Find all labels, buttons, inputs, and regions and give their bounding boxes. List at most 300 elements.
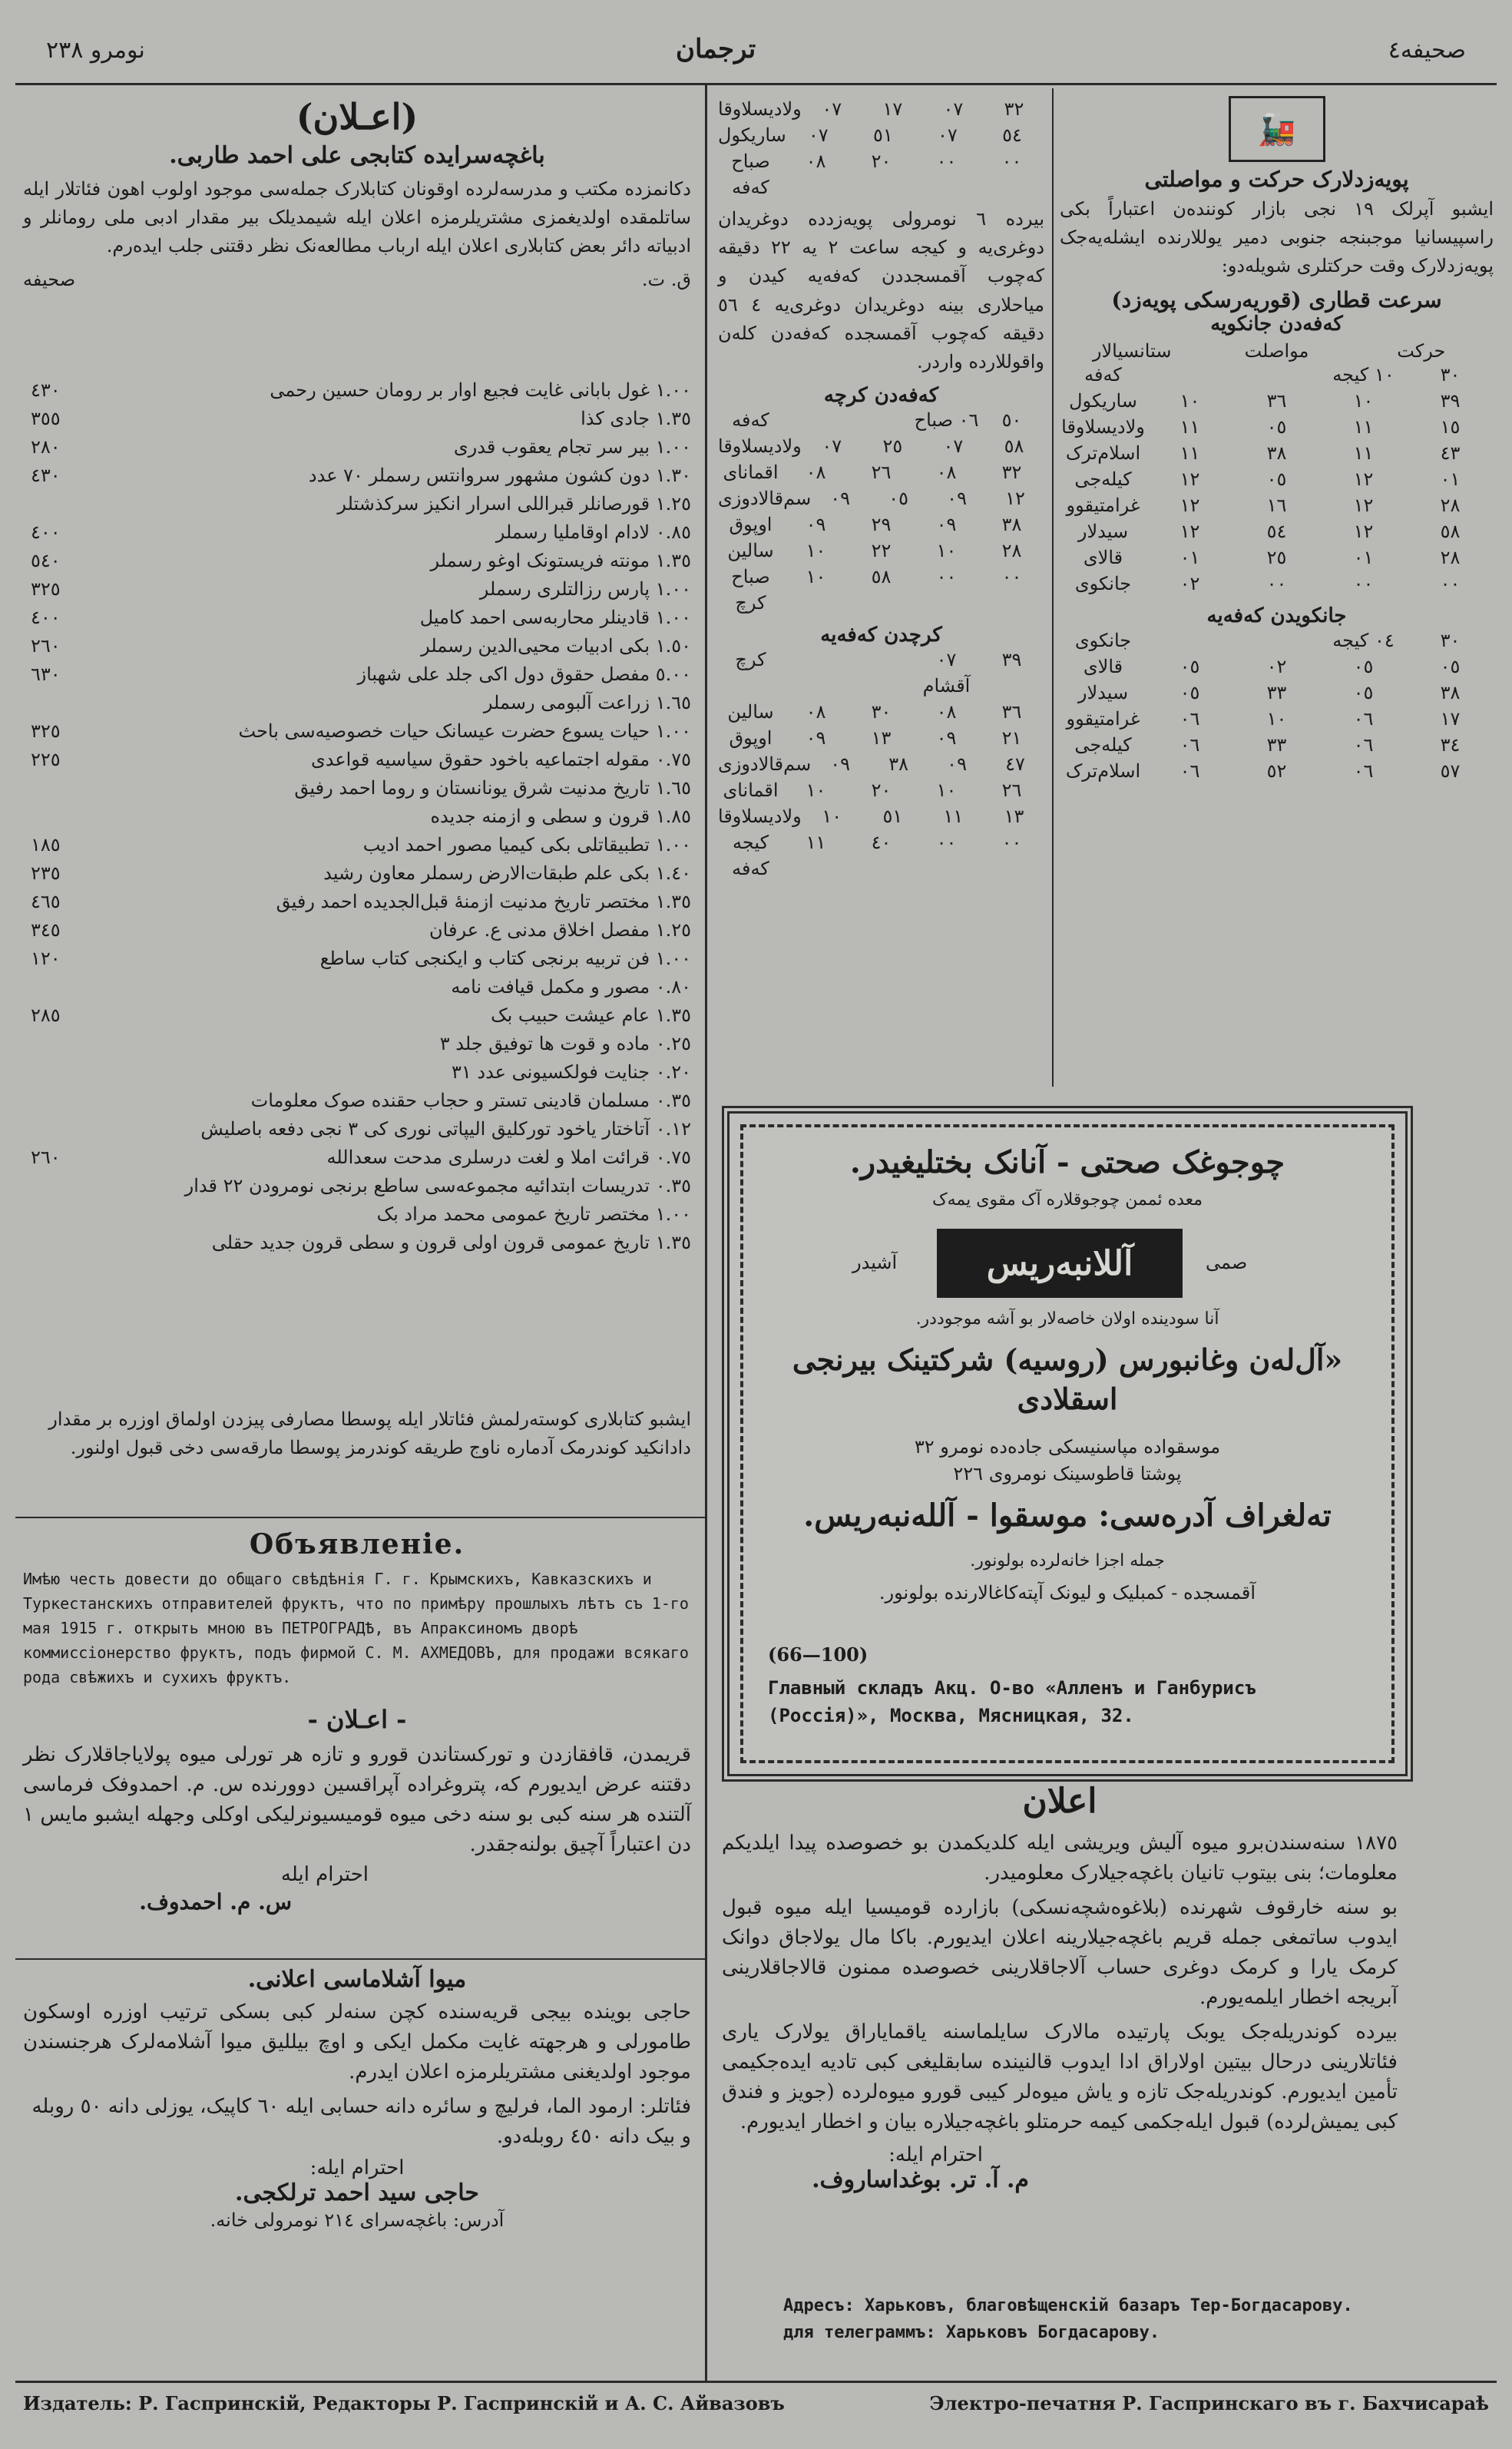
schedule-row: [1060, 388, 1494, 414]
time-cell: ٠٩: [806, 727, 826, 750]
announcement-subtitle: باغچه‌سرایده کتابجی علی احمد طاربی.: [169, 142, 545, 169]
schedule-row: [718, 485, 1044, 511]
schedule-row: [1060, 654, 1494, 680]
time-cell: ٠٦: [1353, 707, 1374, 730]
russian-notice-body: Имѣю честь довести до общаго свѣдѣнія Г. г. Крымскихъ, Кавказскихъ и Туркестанскихъ отправителей фруктъ, что по примѣру прошлыхъ лѣтъ съ 1-го мая 1915 г. открыть мною въ ПЕТРОГРАДѢ, въ Апраксиномъ дворѣ коммиссіонерство фруктъ, подъ фирмой С. М. АХМЕДОВЪ, для продажи всякаго рода свѣжихъ и сухихъ фруктъ.: [23, 1570, 689, 1686]
book-pages: [31, 1058, 100, 1087]
time-cell: ٣٨: [888, 753, 908, 776]
book-pages: ٢٦٠: [31, 1147, 61, 1168]
page-number: صحیفه٤: [1388, 37, 1466, 64]
station-name: جانکوی: [1074, 629, 1132, 651]
book-row: [31, 973, 691, 1001]
time-cell: ٠٧ آقشام: [922, 649, 971, 697]
book-announcement: [23, 96, 691, 290]
time-cell: ٠٦ صباح: [914, 409, 979, 432]
col-page-head: صحیفه: [23, 268, 76, 290]
book-row: [31, 462, 691, 490]
station-name: غرامتیقوو: [1066, 494, 1140, 516]
time-cell: ٠٨: [806, 701, 826, 723]
kharkov-p3: بیرده کوندریله‌جک یوبک پارتیده مالارک سایلماسنه یاقمایاراق یولارک یاری فئاتلارینی درحال بیتین اولاراق ادا ایدوب قالنینده سابقلیغی کبی تادیه ایده‌جکیمی تأمین ایدیورم. کوندریله‌جک تازه و یاش میوه‌لر کیبی قورو میوه‌لرده (جویز و فندق کبی یمیش‌لرده) قبول ایله‌جکمی کیمه حرمتلو باغچه‌جیلاره بیان و اخطار ایدیورم.: [722, 2020, 1398, 2133]
book-title: ٥.٠٠ مفصل حقوق دول اکی جلد علی شهباز: [357, 664, 691, 685]
book-list: [31, 376, 691, 1257]
book-title: ٠.١٢ آتاختار یاخود تورکلیق الیپاتی نوری کی ٣ نجی دفعه باصلیش: [200, 1118, 691, 1140]
schedule-row: [1060, 466, 1494, 492]
schedule-row: [718, 803, 1044, 829]
divider: [15, 1517, 705, 1518]
time-cell: ٠٧: [822, 435, 842, 458]
station-name: صباح کرچ: [731, 566, 770, 614]
book-title: ١.٠٠ پارس رزالتلری رسملر: [479, 578, 691, 600]
station-name: کیله‌جی: [1074, 468, 1132, 490]
book-title: ١.٨٥ قرون و سطی و ازمنه جدیده: [430, 806, 691, 827]
time-cell: ٥٨: [871, 566, 892, 588]
book-row: [31, 604, 691, 632]
grafting-address: آدرس: باغچه‌سرای ٢١٤ نومرولی خانه.: [210, 2209, 505, 2231]
time-cell: [1146, 627, 1233, 654]
ilan2-title: - اعـلان -: [307, 1705, 407, 1734]
time-cell: ١٠: [1266, 707, 1287, 730]
book-title: ١.٠٠ تطبیقاتلی بکی کیمیا مصور احمد ادیب: [362, 834, 691, 855]
book-pages: [31, 490, 100, 518]
kharkov-sig2: م. آ. تر. بوغداساروف.: [812, 2166, 1029, 2193]
time-cell: ٠٨: [806, 151, 826, 172]
time-cell: ٠٦: [1353, 733, 1374, 756]
time-cell: ٠٨: [936, 701, 957, 723]
time-cell: ٥٧: [1440, 760, 1461, 782]
book-title: ١.٠٠ بیر سر تجام یعقوب قدری: [453, 436, 691, 458]
book-pages: ٦٣٠: [31, 664, 61, 685]
train-title: پویه‌زدلارک حرکت و مواصلتی: [1144, 167, 1409, 192]
time-cell: ٥٠: [1001, 409, 1022, 432]
grafting-prices: فئاتلر: ارمود الما، فرلیچ و سائره دانه حسابی ایله ٦٠ کاپیک، یوزلی دانه ٥٠ روبله و بیک دانه ٤٥٠ روبله‌دو.: [31, 2095, 691, 2148]
time-cell: [1233, 627, 1320, 654]
time-cell: [849, 647, 914, 699]
book-title: ١.٠٠ حیات یسوع حضرت عیسانک حیات خصوصیه‌سی باحث: [238, 720, 691, 742]
time-cell: ٠٠: [936, 566, 957, 588]
time-cell: ٠٦: [1179, 733, 1200, 756]
book-row: [31, 916, 691, 945]
book-row: [31, 660, 691, 689]
time-cell: ١١: [1179, 442, 1200, 464]
time-cell: ٠٩: [830, 753, 851, 776]
time-cell: ٠٠: [936, 151, 957, 172]
time-cell: ٥١: [882, 806, 903, 828]
book-row: [31, 1001, 691, 1030]
time-cell: ٤٧: [1005, 753, 1025, 776]
time-cell: [1233, 362, 1320, 388]
book-pages: ٣٢٥: [31, 578, 61, 600]
time-cell: ٠٧: [943, 435, 964, 458]
time-cell: ٥١: [872, 124, 893, 146]
time-cell: ٠٧: [938, 124, 958, 146]
time-cell: ٣٦: [1001, 701, 1022, 723]
grafting-sig2: حاجی سید احمد ترلکجی.: [235, 2179, 479, 2206]
book-title: ١.٢٥ مفصل اخلاق مدنی ع. عرفان: [429, 919, 691, 941]
book-list-header: [23, 269, 691, 290]
time-cell: ٤٠: [871, 832, 892, 854]
col-hareket: حرکت: [1397, 339, 1446, 362]
time-cell: ٠٧: [808, 124, 829, 146]
time-cell: [1146, 362, 1233, 388]
book-title: ١.٥٠ بکی ادبیات محیی‌الدین رسملر: [421, 635, 691, 657]
time-cell: ٠٥: [1179, 655, 1200, 677]
inner-divider: [1052, 88, 1054, 1087]
footer-left: Издатель: Р. Гаспринскій, Редакторы Р. Гаспринскій и А. С. Айвазовъ: [23, 2392, 785, 2414]
book-pages: ٣٢٥: [31, 720, 61, 742]
ad-side-right: آشیدر: [852, 1252, 898, 1273]
kharkov-tel: для телеграммъ: Харьковъ Богдасарову.: [783, 2323, 1160, 2343]
kharkov-addr: Адресъ: Харьковъ, благовѣщенскій базаръ Тер-Богдасарову.: [783, 2296, 1353, 2315]
divider: [15, 1958, 705, 1960]
time-cell: ١١: [1179, 415, 1200, 438]
book-row: [31, 1087, 691, 1115]
time-cell: ١٢: [1353, 494, 1374, 516]
time-cell: ٣٨: [1266, 442, 1287, 464]
time-cell: ٠٥: [1266, 415, 1287, 438]
book-row: [31, 945, 691, 973]
time-cell: ٣٤: [1440, 733, 1461, 756]
station-name: کیجه که‌فه: [732, 832, 769, 880]
book-pages: ٤٠٠: [31, 521, 61, 543]
book-row: [31, 1200, 691, 1229]
book-pages: [31, 803, 100, 831]
schedule-row: [718, 433, 1044, 459]
book-row: [31, 689, 691, 717]
book-title: ٠.٨٥ لادام اوقاملیا رسملر: [495, 521, 691, 543]
book-title: ٠.٧٥ مقوله اجتماعیه باخود حقوق سیاسیه قواعدی: [310, 749, 691, 770]
station-name: اوپوق: [729, 514, 773, 536]
time-cell: ١٠: [806, 540, 826, 562]
book-pages: [31, 1229, 100, 1257]
time-cell: ٠٧: [822, 98, 842, 120]
schedule-row: [1060, 758, 1494, 784]
book-title: ٠.٧٥ قرائت املا و لغت درسلری مدحت سعدالله: [326, 1147, 691, 1168]
schedule-row: [718, 829, 1044, 882]
schedule-row: [718, 564, 1044, 616]
time-cell: ٠٠: [1353, 572, 1374, 594]
book-row: [31, 746, 691, 774]
book-pages: [31, 1200, 100, 1229]
book-title: ٠.٢٠ جنایت فولکسیونی عدد ٣١: [451, 1061, 691, 1083]
book-pages: ٤٣٠: [31, 465, 61, 486]
book-title: ١.٣٥ مونته فریستونک اوغو رسملر: [430, 550, 691, 571]
table-jankoy-kefe: [1060, 627, 1494, 784]
time-cell: ٢١: [1001, 727, 1022, 750]
book-title: ١.٦٥ تاریخ مدنیت شرق یونانستان و روما احمد رفیق: [294, 777, 691, 799]
schedule-row: [1060, 518, 1494, 544]
time-cell: ٢٦: [871, 462, 892, 484]
schedule-row: [718, 538, 1044, 564]
book-pages: ٢٢٥: [31, 749, 61, 770]
ad-side-left: صمی: [1206, 1252, 1248, 1273]
time-cell: ٠٩: [947, 488, 967, 510]
time-cell: ٠٦: [1179, 760, 1200, 782]
book-pages: ١٨٥: [31, 834, 61, 855]
time-cell: ١٧: [882, 98, 903, 120]
time-cell: ٢٥: [1266, 546, 1287, 568]
station-name: کرچ: [735, 649, 766, 671]
fruit-commission-ad: [23, 1705, 691, 1915]
ad-retail: آقمسجده - کمبلیک و لیونک آپته‌کاغالارنده بولونور.: [878, 1582, 1256, 1603]
time-cell: ٢٨: [1440, 494, 1461, 516]
book-row: [31, 1172, 691, 1200]
book-pages: ٣٥٥: [31, 408, 61, 429]
book-pages: [31, 1030, 100, 1058]
book-row: [31, 518, 691, 547]
ad-wholesale: جمله اجزا خانه‌لرده بولونور.: [970, 1551, 1165, 1570]
station-name: سم‌قالادوزی: [717, 488, 812, 510]
time-cell: ١١: [1353, 442, 1374, 464]
kefe-kerch-title: که‌فه‌دن کرچه: [823, 384, 939, 408]
station-name: ولادیسلاوقا: [718, 435, 802, 458]
book-row: [31, 490, 691, 518]
book-title: ١.٢٥ قورصانلر قبراللی اسرار انکیز سرکذشتلر: [337, 493, 691, 515]
time-cell: ١٠: [822, 806, 842, 828]
time-cell: ٠٥: [1440, 655, 1461, 677]
station-name: سم‌قالادوزی: [717, 753, 812, 776]
time-cell: ٠٨: [936, 462, 957, 484]
book-pages: ١٢٠: [31, 948, 61, 969]
time-cell: ١٥: [1440, 415, 1461, 438]
time-cell: ١١: [1353, 415, 1374, 438]
schedule-row: [718, 511, 1044, 538]
book-row: [31, 888, 691, 916]
col-price-head: ق. ت.: [641, 268, 691, 290]
schedule-row: [1060, 680, 1494, 706]
book-title: ١.٦٥ زراعت آلبومی رسملر: [483, 692, 691, 713]
time-cell: ٣٢: [1001, 462, 1022, 484]
book-pages: ٢٦٠: [31, 635, 61, 657]
book-pages: ٤٠٠: [31, 607, 61, 628]
book-row: [31, 1115, 691, 1143]
book-outro: ایشبو کتابلاری کوسته‌رلمش فئاتلار ایله پوسطا مصارفی پیزدن اولماق اوزره بر مقدار دادانکید کوندرمک آدماره ناوج طریقه کوندرمز پوسطا مارقه‌سی دخی قبول اولنور.: [48, 1408, 691, 1459]
kharkov-p1: ١٨٧٥ سنه‌سندن‌برو میوه آلیش ویریشی ایله کلدیکمدن بو خصوصده پیدا ایلدیکم معلومات؛ بنی بیتوب تانیان باغچه‌جیلارک معلومیدر.: [722, 1832, 1398, 1885]
time-cell: ٢٠: [871, 779, 892, 802]
kharkov-sig1: احترام ایله:: [888, 2143, 983, 2166]
station-name: قالای: [1083, 546, 1123, 568]
book-pages: ٥٤٠: [31, 550, 61, 571]
russian-notice: [23, 1528, 691, 1689]
time-cell: ٠٥: [1353, 681, 1374, 703]
book-pages: ٢٨٠: [31, 436, 61, 458]
schedule-row: [1060, 414, 1494, 440]
table-kerch-kefe: [718, 647, 1044, 882]
ilan2-sig1: احترام ایله: [280, 1863, 369, 1886]
time-cell: ٣٠: [871, 701, 892, 723]
time-cell: ٥٤: [1266, 520, 1287, 542]
time-cell: ٠١: [1440, 468, 1461, 490]
time-cell: ٣٨: [1001, 514, 1022, 536]
station-name: که‌فه: [732, 409, 769, 432]
time-cell: ٢٨: [1440, 546, 1461, 568]
time-cell: ٢٠: [871, 151, 892, 172]
schedule-row: [1060, 732, 1494, 758]
ad-addr2: پوشتا قاطوسینک نومروی ٢٢٦: [953, 1463, 1182, 1484]
from-kefe-title: که‌فه‌دن جانکویه: [1210, 312, 1343, 336]
time-cell: ٠٦: [1179, 707, 1200, 730]
table-kefe-kerch: [718, 407, 1044, 616]
time-cell: ٠٩: [806, 514, 826, 536]
schedule-row: [718, 725, 1044, 751]
kharkov-p2: بو سنه خارقوف شهرنده (بلاغوه‌شچه‌نسکی) بازارده قومیسیا ایله میوه قبول ایدوب ساتمغی جمله قریم باغچه‌جیلارینه اعلان ایدیورم. باکا مال یولاجاق دوانک کرمک یارا و کرمک دوغری حساب آلاجاقلارینی خصوصده ممنون قالاجاقلارینی آبریجه اخطار ایلمه‌یورم.: [722, 1896, 1398, 2009]
time-cell: ٠٠: [1001, 151, 1022, 172]
time-cell: ١٣: [1004, 806, 1024, 828]
time-cell: ٣٦: [1266, 389, 1287, 412]
book-row: [31, 859, 691, 888]
book-title: ١.٠٠ فن تربیه برنجی کتاب و ایکنجی کتاب ساطع: [319, 948, 691, 969]
book-row: [31, 547, 691, 575]
train-intro: ایشبو آپرلک ١٩ نجی بازار کوننده‌ن اعتباراً بکی راسپیسانیا موجبنجه جنوبی دمیر یوللارنده ایشله‌یه‌جک پویه‌زدلارک وقت حرکتلری شویله‌دو:: [1060, 198, 1494, 277]
book-row: [31, 1143, 691, 1172]
schedule-row: [718, 699, 1044, 725]
time-cell: ٠٩: [936, 727, 957, 750]
time-cell: ٠٥: [1353, 655, 1374, 677]
station-name: اوپوق: [729, 727, 773, 750]
book-title: ١.٣٥ عام عیشت حبیب بک: [491, 1004, 691, 1026]
time-cell: ١٢: [1179, 468, 1200, 490]
book-title: ٠.٣٥ مسلمان قادینی تستر و حجاب حقنده صوک معلومات: [250, 1090, 691, 1111]
time-cell: ٠٧: [943, 98, 964, 120]
time-cell: ٠٦: [1353, 760, 1374, 782]
time-cell: ٣٩: [1001, 649, 1022, 671]
time-cell: ١١: [806, 832, 826, 854]
ad-sub: معده ئممن چوجوقلاره آک مقوی یمه‌ک: [931, 1190, 1203, 1210]
book-row: [31, 575, 691, 604]
station-name: اقمانای: [723, 462, 779, 484]
time-cell: ٥٨: [1440, 520, 1461, 542]
station-name: سیدلار: [1077, 681, 1129, 703]
station-name: ساریکول: [1069, 389, 1137, 412]
time-cell: ١٧: [1440, 707, 1461, 730]
schedule-row: [718, 407, 1044, 433]
schedule-row: [718, 96, 1044, 122]
time-cell: ١٦: [1266, 494, 1287, 516]
book-row: [31, 632, 691, 660]
time-cell: ٢٦: [1001, 779, 1022, 802]
time-cell: [849, 407, 914, 433]
time-cell: ١٢: [1005, 488, 1025, 510]
time-cell: ٠٠: [1001, 832, 1022, 854]
time-cell: ٣٢: [1004, 98, 1024, 120]
locomotive-icon: 🚂: [1229, 96, 1325, 162]
station-name: اسلام‌ترک: [1065, 442, 1141, 464]
page-header: [15, 31, 1497, 77]
station-name: سالین: [727, 701, 774, 723]
book-pages: ٣٤٥: [31, 919, 61, 941]
schedule-row: [718, 459, 1044, 485]
time-cell: ٠٤ کیجه: [1332, 629, 1395, 651]
kharkov-ad: [722, 1782, 1398, 2193]
time-cell: [783, 647, 849, 699]
station-name: ولادیسلاوقا: [718, 806, 802, 828]
time-cell: ٣٩: [1440, 389, 1461, 412]
book-row: [31, 376, 691, 405]
kharkov-address: [783, 2292, 1398, 2346]
book-row: [31, 1030, 691, 1058]
ilan2-sign: [23, 1863, 691, 1886]
station-name: ساریکول: [717, 124, 786, 146]
time-cell: ٠٩: [830, 488, 851, 510]
time-cell: ١٠: [1353, 389, 1374, 412]
book-pages: [31, 973, 100, 1001]
book-pages: ٢٨٥: [31, 1004, 61, 1026]
book-row: [31, 433, 691, 462]
time-cell: ٠٠: [1440, 572, 1461, 594]
issue-number: نومرو ٢٣٨: [46, 37, 145, 64]
station-name: کیله‌جی: [1074, 733, 1132, 756]
time-cell: ٥٨: [1004, 435, 1024, 458]
book-title: ١.٣٠ دون کشون مشهور سروانتس رسملر ٧٠ عدد: [308, 465, 691, 486]
book-pages: [31, 1172, 100, 1200]
train-schedule-middle: [718, 96, 1044, 882]
table-kefe-jankoy: [1060, 362, 1494, 597]
book-title: ١.٣٥ جادی کذا: [581, 408, 691, 429]
time-cell: ٣٣: [1266, 681, 1287, 703]
ad-telegraph: ته‌لغراف آدره‌سی: موسقوا - آلله‌نبه‌ریس.: [803, 1498, 1332, 1534]
time-cell: ١٢: [1353, 468, 1374, 490]
station-name: که‌فه: [1084, 363, 1122, 386]
book-title: ١.٤٠ بکی علم طبقات‌الارض رسملر معاون رشید: [323, 862, 691, 884]
time-cell: ٥٢: [1266, 760, 1287, 782]
grafting-title: میوا آشلاماسی اعلانی.: [247, 1966, 467, 1993]
col-mevasalat: مواصلت: [1244, 339, 1309, 362]
station-name: ولادیسلاوقا: [1061, 415, 1145, 438]
ad-addr1: موسقواده مپاسنیسکی جاده‌ده نومرو ٣٢: [914, 1436, 1221, 1458]
time-cell: ١٢: [1353, 520, 1374, 542]
book-title: ١.٠٠ غول بابانی غایت فجیع اوار بر رومان حسین رحمی: [270, 379, 691, 401]
russian-notice-title: Объявленie.: [249, 1528, 465, 1560]
station-name: اسلام‌ترک: [1065, 760, 1141, 782]
time-cell: ١١: [943, 806, 964, 828]
time-cell: ٠٩: [947, 753, 967, 776]
time-cell: ٠١: [1179, 546, 1200, 568]
station-name: صباح که‌فه: [731, 151, 770, 198]
time-cell: ١٠: [806, 566, 826, 588]
book-row: [31, 831, 691, 859]
book-pages: ٤٦٥: [31, 891, 61, 912]
station-name: ولادیسلاوقا: [718, 98, 802, 120]
ad-headline: چوجوغک صحتی - آنانک بختلیغیدر.: [849, 1144, 1285, 1180]
newspaper-title: ترجمان: [676, 34, 756, 65]
book-pages: [31, 1115, 100, 1143]
ilan2-sig2: س. م. احمدوف.: [139, 1889, 292, 1915]
book-row: [31, 1229, 691, 1257]
schedule-row: [1060, 571, 1494, 597]
book-title: ٠.٨٠ مصور و مکمل قیافت نامه: [451, 976, 691, 998]
announcement-title: (اعـلان): [296, 96, 419, 137]
ilan2-body: قریمدن، قافقازدن و تورکستاندن قورو و تازه هر تورلی میوه پولایاجاقلارک نظر دقتنه عرض ایدیورم که، پتروغراده آپراقسین دوورنده س. م. احمدوفک فرماسی آلتنده هر سنه کبی بو سنه دخی میوه قومیسیونرلیکی اوکلی وجهله ایشبو مایس ١ دن اعتباراً آچیق بولنه‌جقدر.: [23, 1743, 691, 1856]
book-title: ١.٣٥ تاریخ عمومی قرون اولی قرون و سطی قرون جدید حقلی: [211, 1232, 691, 1253]
station-name: غرامتیقوو: [1066, 707, 1140, 730]
grafting-ad: [23, 1966, 691, 2231]
time-cell: ٠٥: [1266, 468, 1287, 490]
time-cell: ٠٠: [1001, 566, 1022, 588]
footer-right: Электро-печатня Р. Гаспринскаго въ г. Бахчисараѣ: [929, 2392, 1489, 2414]
book-row: [31, 717, 691, 746]
time-cell: ٠٢: [1266, 655, 1287, 677]
schedule-row: [718, 148, 1044, 200]
book-row: [31, 774, 691, 803]
allenburys-ad: [722, 1106, 1413, 1782]
ad-russian: Главный складъ Акц. О-во «Алленъ и Ганбурисъ (Россія)», Москва, Мясницкая, 32.: [768, 1677, 1256, 1726]
time-cell: ٤٣: [1440, 442, 1461, 464]
kerch-kefe-title: کرچدن که‌فه‌یه: [820, 624, 942, 647]
schedule-row: [1060, 706, 1494, 732]
announcement-intro: دکانمزده مکتب و مدرسه‌لرده اوقونان کتابلارک جمله‌سی موجود اولوب اهون فئاتلار ایله ساتلمقده اولدیغمزی مشتریلرمزه اعلان ایله شیمدیلک بیر مقدار ادبی ملی رومانلر و ادبیاته دائر بعض کتابلاری اعلان ایله ارباب مطالعه‌نک نظر دقتنی جلب ایده‌رم.: [23, 178, 691, 257]
station-name: سیدلار: [1077, 520, 1129, 542]
book-row: [31, 1058, 691, 1087]
ad-line3: آنا سودینده اولان خاصه‌لار بو آشه موجوددر.: [915, 1309, 1219, 1329]
